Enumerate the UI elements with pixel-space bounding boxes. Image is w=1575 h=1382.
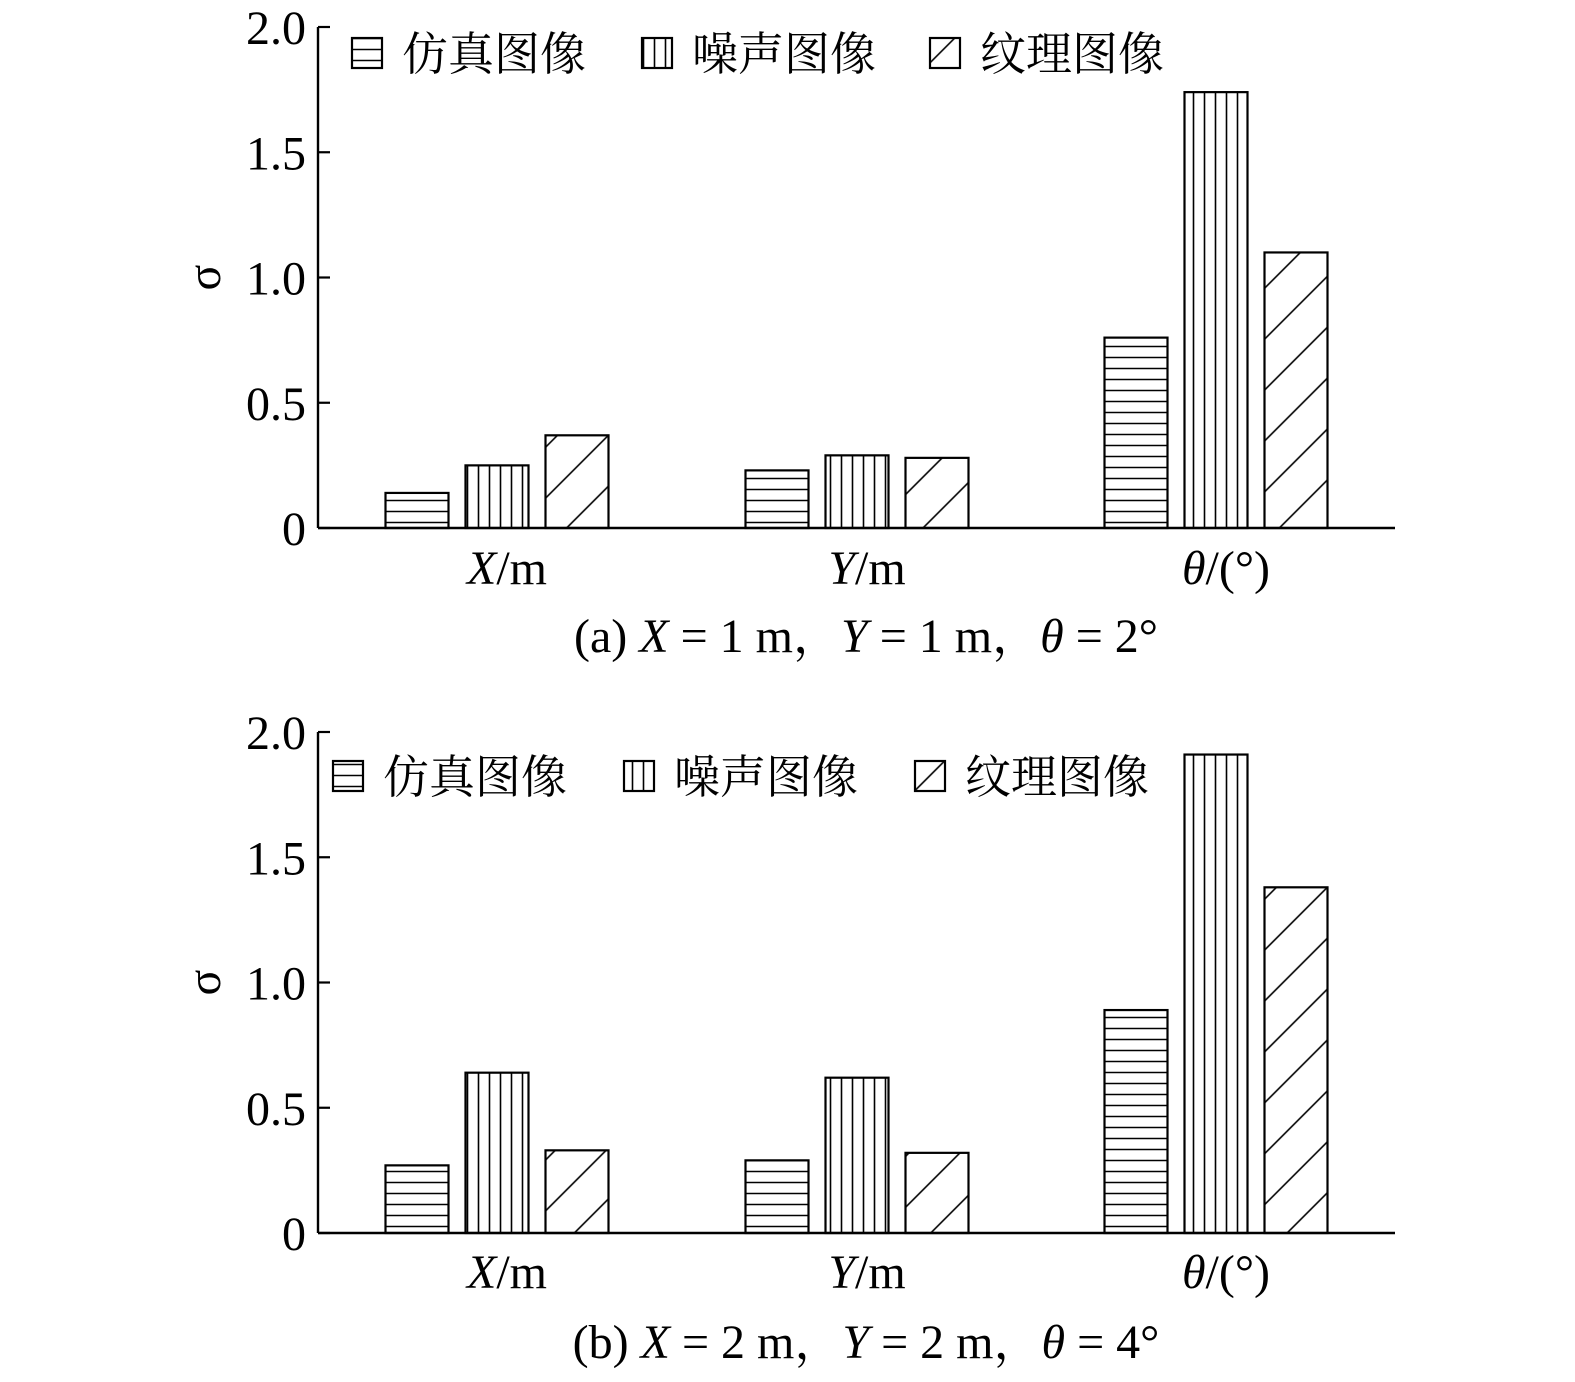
- bar-horizontal-3: [1105, 338, 1168, 528]
- y-tick-label: 1.0: [246, 957, 306, 1011]
- y-tick-label: 2.0: [246, 707, 306, 760]
- legend-label: 仿真图像: [402, 27, 586, 81]
- bar-horizontal-2: [746, 1160, 809, 1233]
- bar-diagonal-1: [546, 1150, 609, 1233]
- bar-vertical-3: [1185, 755, 1248, 1233]
- chart-panel-a: [178, 2, 1395, 663]
- x-tick-label: Y/m: [828, 1246, 906, 1299]
- bar-diagonal-3: [1265, 887, 1328, 1233]
- bar-diagonal-2: [906, 458, 969, 528]
- x-tick-label: X/m: [467, 542, 547, 595]
- legend-label: 纹理图像: [980, 27, 1164, 81]
- y-tick-label: 1.5: [246, 832, 306, 886]
- x-tick-label: X/m: [467, 1246, 547, 1299]
- y-tick-label: 0: [282, 503, 306, 556]
- legend-swatch-horizontal: [352, 38, 382, 68]
- y-axis-label: σ: [178, 969, 231, 996]
- y-axis-label: σ: [178, 264, 231, 291]
- legend: [333, 750, 1149, 804]
- y-tick-label: 1.0: [246, 252, 306, 306]
- y-tick-label: 0.5: [246, 377, 306, 431]
- bar-vertical-1: [466, 465, 529, 528]
- bar-horizontal-1: [386, 1165, 449, 1233]
- bar-diagonal-3: [1265, 252, 1328, 528]
- legend-label: 纹理图像: [965, 750, 1149, 804]
- chart-caption: (b) X = 2 m，Y = 2 m，θ = 4°: [572, 1316, 1160, 1369]
- legend-swatch-horizontal: [333, 761, 363, 791]
- bar-vertical-2: [826, 455, 889, 528]
- legend-swatch-diagonal: [930, 38, 960, 68]
- y-tick-label: 0.5: [246, 1082, 306, 1136]
- bar-vertical-2: [826, 1078, 889, 1233]
- legend-swatch-diagonal: [915, 761, 945, 791]
- bar-horizontal-3: [1105, 1010, 1168, 1233]
- x-tick-label: Y/m: [828, 542, 906, 595]
- bar-diagonal-2: [906, 1153, 969, 1233]
- y-tick-label: 0: [282, 1208, 306, 1261]
- y-tick-label: 1.5: [246, 127, 306, 181]
- bar-diagonal-1: [546, 435, 609, 528]
- chart-panel-b: [178, 707, 1395, 1369]
- bar-vertical-1: [466, 1073, 529, 1233]
- legend-swatch-vertical: [624, 761, 654, 791]
- chart-caption: (a) X = 1 m，Y = 1 m，θ = 2°: [574, 610, 1158, 663]
- y-tick-label: 2.0: [246, 2, 306, 55]
- bar-vertical-3: [1185, 92, 1248, 528]
- legend-label: 噪声图像: [692, 27, 876, 81]
- legend-swatch-vertical: [642, 38, 672, 68]
- x-tick-label: θ/(°): [1181, 542, 1271, 595]
- legend-label: 仿真图像: [383, 750, 567, 804]
- x-tick-label: θ/(°): [1181, 1246, 1271, 1299]
- legend: [352, 27, 1164, 81]
- legend-label: 噪声图像: [674, 750, 858, 804]
- bar-horizontal-2: [746, 470, 809, 528]
- bar-horizontal-1: [386, 493, 449, 528]
